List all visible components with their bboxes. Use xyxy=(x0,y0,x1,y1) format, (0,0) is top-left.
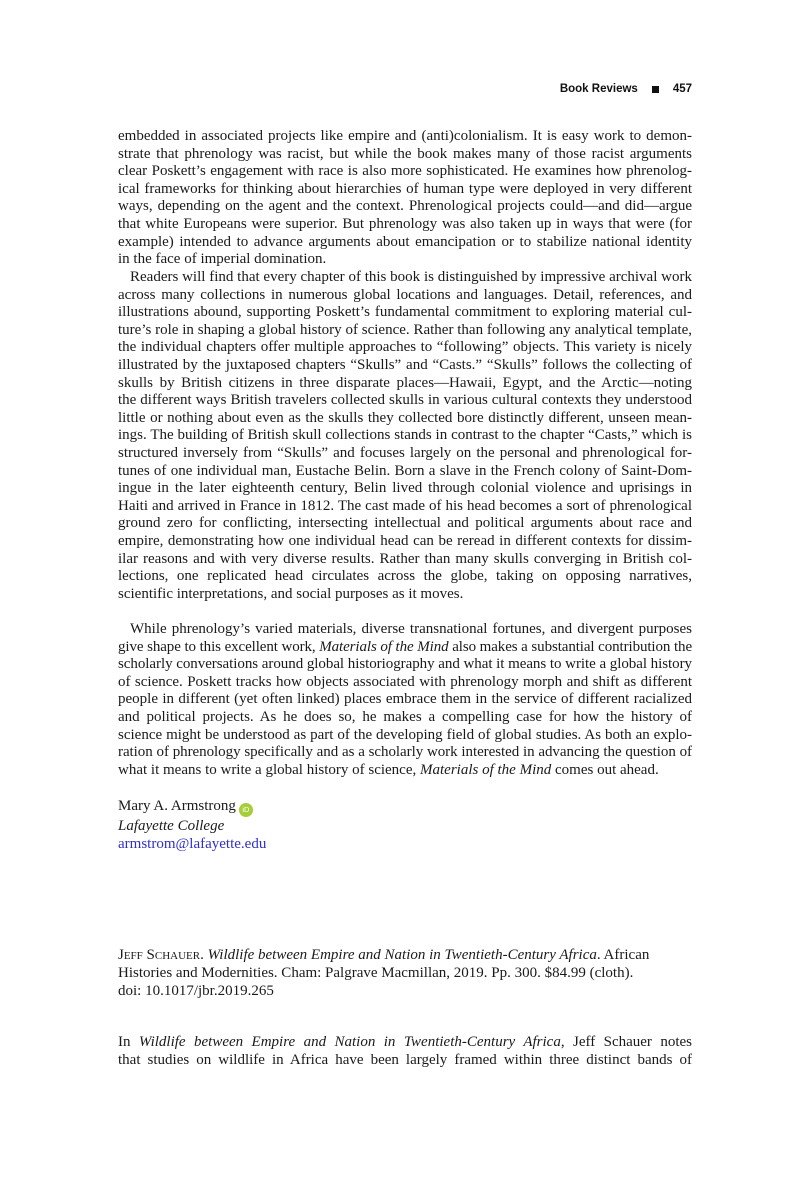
text-segment: also makes a substantial contribution the xyxy=(448,638,692,655)
orcid-icon[interactable]: iD xyxy=(239,803,253,817)
text-line xyxy=(118,445,692,463)
review-paragraph-1 xyxy=(118,128,692,269)
text-segment: science might be understood as part of the developing field of global studies. As both an explo- xyxy=(118,726,692,743)
text-line xyxy=(118,762,692,780)
text-line xyxy=(118,1052,692,1070)
text-line xyxy=(118,146,692,164)
text-segment: comes out ahead. xyxy=(551,761,659,778)
text-segment: ture’s role in shaping a global history of science. Rather than following any analytical template, xyxy=(118,321,692,338)
reviewer-signature xyxy=(118,797,266,853)
text-segment: people in different (yet often linked) places embrace them in the service of different racialized xyxy=(118,691,692,708)
text-segment: and political projects. As he does so, he makes a compelling case for how the history of xyxy=(118,708,692,725)
text-line xyxy=(118,621,692,639)
text-segment: the individual chapters offer multiple approaches to “following” objects. This variety is nicely xyxy=(118,339,692,356)
text-line xyxy=(118,656,692,674)
text-segment: across many collections in numerous global locations and languages. Detail, references, and xyxy=(118,286,692,303)
text-line xyxy=(118,639,692,657)
text-segment: strate that phrenology was racist, but while the book makes many of those racist arguments xyxy=(118,145,692,162)
italic-title: Wildlife between Empire and Nation in Twentieth-Century Africa xyxy=(138,1034,561,1050)
text-segment: ical frameworks for thinking about hierarchies of human type were deployed in very different xyxy=(118,180,692,197)
text-line xyxy=(118,392,692,410)
italic-title: Materials of the Mind xyxy=(319,638,449,655)
text-line xyxy=(118,551,692,569)
running-header xyxy=(560,83,692,95)
text-line xyxy=(118,568,692,586)
text-segment: tunes of one individual man, Eustache Belin. Born a slave in the French colony of Saint-Dom- xyxy=(118,462,692,479)
text-line xyxy=(118,515,692,533)
text-segment: structured inversely from “Skulls” and focuses largely on the personal and phrenological for- xyxy=(118,444,692,461)
text-segment: ingue in the later eighteenth century, Belin lived through colonial violence and uprisings in xyxy=(118,480,692,497)
text-segment: ways, depending on the agent and the context. Phrenological projects could—and did—argue xyxy=(118,198,692,215)
text-segment: clear Poskett’s engagement with race is also more sophisticated. He examines how phrenolog- xyxy=(118,163,692,180)
text-line xyxy=(118,287,692,305)
page-number: 457 xyxy=(672,83,692,95)
text-segment: ilar reasons and with very diverse results. Rather than many skulls converging in British col- xyxy=(118,550,692,567)
text-line xyxy=(118,410,692,428)
text-line xyxy=(118,691,692,709)
text-line xyxy=(118,339,692,357)
text-line xyxy=(118,128,692,146)
text-line xyxy=(118,1034,692,1052)
text-segment: that white Europeans were superior. But phrenology was also taken up in ways that were (for xyxy=(118,215,692,232)
text-segment: skulls by British citizens in three disparate places—Hawaii, Egypt, and the Arctic—noting xyxy=(118,374,692,391)
citation-publisher: Histories and Modernities. Cham: Palgrave Macmillan, 2019. Pp. 300. $84.99 (cloth). xyxy=(118,965,634,981)
text-segment: In xyxy=(118,1034,139,1050)
text-line xyxy=(118,234,692,252)
text-line xyxy=(118,744,692,762)
citation-text: . African xyxy=(596,947,650,963)
citation-doi: doi: 10.1017/jbr.2019.265 xyxy=(118,983,274,999)
text-segment: illustrated by the juxtaposed chapters “Skulls” and “Casts.” “Skulls” follows the collecting of xyxy=(118,356,692,373)
text-line xyxy=(118,198,692,216)
text-segment: lections, one replicated head circulates across the globe, taking on opposing narratives, xyxy=(118,568,692,585)
text-line xyxy=(118,269,692,287)
text-segment: scholarly conversations around global historiography and what it means to write a global history xyxy=(118,656,692,673)
text-segment: ings. The building of British skull collections stands in contrast to the chapter “Casts,” which is xyxy=(118,427,692,444)
italic-title: Materials of the Mind xyxy=(420,761,552,778)
text-line xyxy=(118,498,692,516)
text-segment: embedded in associated projects like empire and (anti)colonialism. It is easy work to demon- xyxy=(118,128,692,144)
text-segment: illustrations abound, supporting Poskett’s fundamental commitment to exploring material cul- xyxy=(118,304,692,321)
text-line xyxy=(118,251,692,269)
text-line xyxy=(118,480,692,498)
text-line xyxy=(118,709,692,727)
text-segment: Readers will find that every chapter of this book is distinguished by impressive archival work xyxy=(130,269,692,285)
citation-author: Jeff Schauer xyxy=(118,947,201,963)
text-segment: ground zero for conflicting, intersecting intellectual and political arguments about race and xyxy=(118,515,692,532)
text-segment: ration of phrenology specifically and as a scholarly work interested in advancing the question of xyxy=(118,744,692,761)
text-segment: , Jeff Schauer notes xyxy=(560,1034,692,1050)
reviewer-email-link[interactable]: armstrom@lafayette.edu xyxy=(118,836,267,852)
text-line xyxy=(118,304,692,322)
citation-title: Wildlife between Empire and Nation in Twentieth-Century Africa xyxy=(207,947,597,963)
book-citation: Jeff Schauer. Wildlife between Empire and Nation in Twentieth-Century Africa. African Histories and Modernities. Cham: Palgrave Macmillan, 2019. Pp. 300. $84.99 (cloth). doi: 10.1017/jbr.2019.265 xyxy=(118,947,650,999)
text-line xyxy=(118,163,692,181)
text-line xyxy=(118,533,692,551)
text-line xyxy=(118,463,692,481)
text-line xyxy=(118,727,692,745)
text-line xyxy=(118,322,692,340)
text-segment: While phrenology’s varied materials, diverse transnational fortunes, and divergent purposes xyxy=(130,621,692,637)
section-title: Book Reviews xyxy=(559,83,638,95)
reviewer-name: Mary A. Armstrong xyxy=(118,798,236,814)
text-segment: example) intended to advance arguments about emancipation or to stabilize national identity xyxy=(118,233,692,250)
square-separator-icon xyxy=(652,86,659,93)
text-line xyxy=(118,674,692,692)
text-segment: what it means to write a global history of science, xyxy=(118,761,420,778)
review-2-paragraph-1 xyxy=(118,1034,692,1069)
text-segment: little or nothing about even as the skulls they collected bore distinctly different, unseen mean- xyxy=(118,409,692,426)
text-line xyxy=(118,375,692,393)
text-line xyxy=(118,427,692,445)
text-segment: the different ways British travelers collected skulls in various cultural contexts they understood xyxy=(118,392,692,409)
text-segment: give shape to this excellent work, xyxy=(118,638,320,655)
text-line xyxy=(118,586,692,604)
text-line xyxy=(118,357,692,375)
text-segment: Haiti and arrived in France in 1812. The cast made of his head becomes a sort of phrenological xyxy=(118,497,692,514)
review-paragraph-2 xyxy=(118,269,692,603)
text-segment: in the face of imperial domination. xyxy=(118,251,327,268)
text-line xyxy=(118,216,692,234)
text-segment: scientific interpretations, and social purposes as it moves. xyxy=(118,585,464,602)
text-segment: empire, demonstrating how one individual head can be reread in different contexts for dissim- xyxy=(118,532,692,549)
text-segment: of science. Poskett tracks how objects associated with phrenology morph and shift as different xyxy=(118,673,692,690)
text-segment: that studies on wildlife in Africa have been largely framed within three distinct bands of xyxy=(118,1051,692,1068)
reviewer-affiliation: Lafayette College xyxy=(118,818,225,834)
text-line xyxy=(118,181,692,199)
review-paragraph-3 xyxy=(118,621,692,779)
